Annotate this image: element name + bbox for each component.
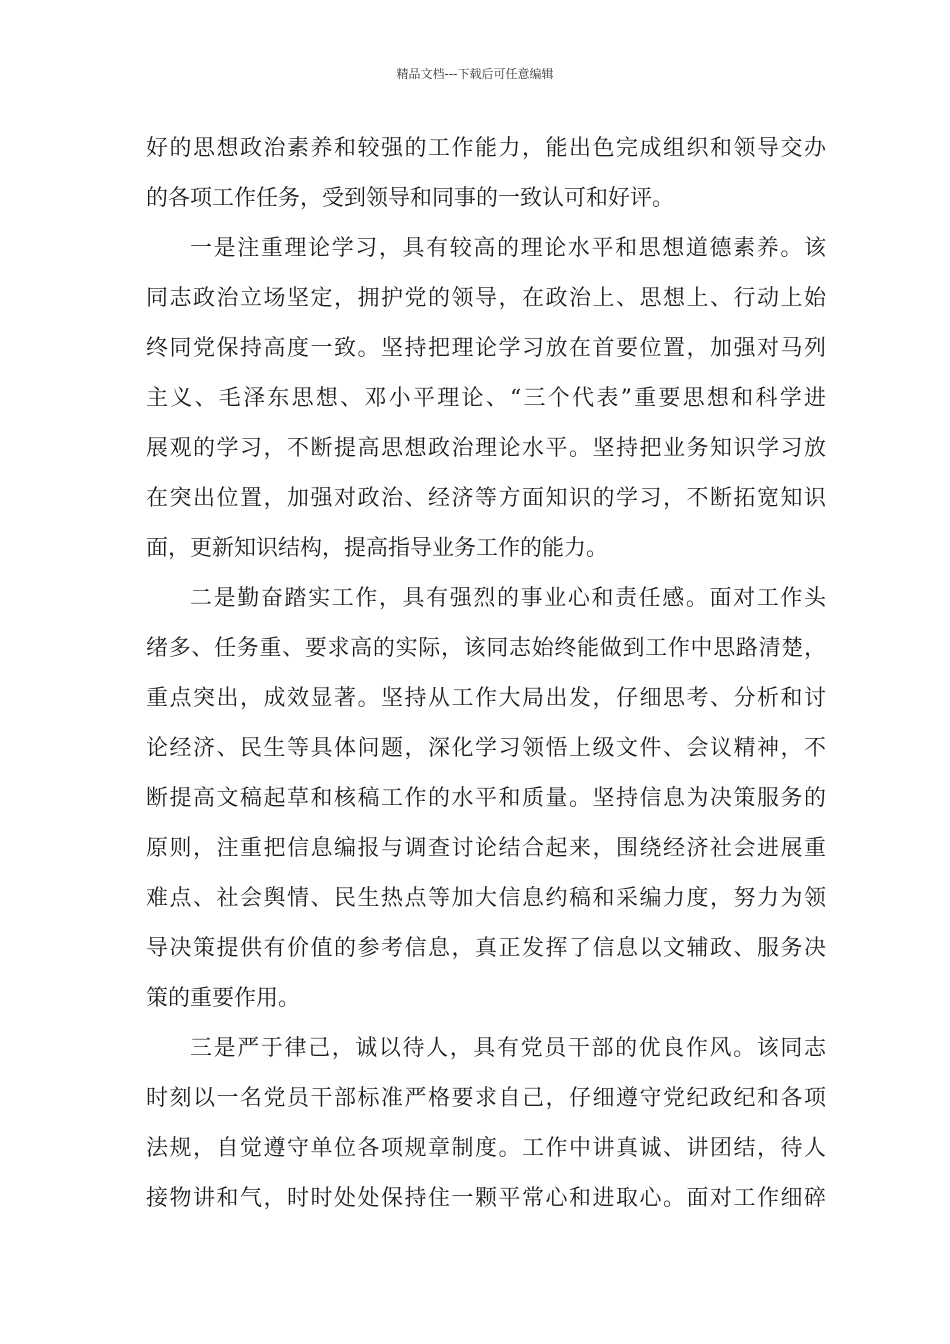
page-header: 精品文档---下载后可任意编辑 [396, 67, 554, 81]
text-line: 导决策提供有价值的参考信息，真正发挥了信息以文辅政、服务决 [146, 936, 826, 961]
text-line: 策的重要作用。 [146, 986, 301, 1011]
text-line: 展观的学习，不断提高思想政治理论水平。坚持把业务知识学习放 [146, 436, 826, 461]
text-line: 一是注重理论学习，具有较高的理论水平和思想道德素养。该 [190, 236, 826, 261]
text-line: 的各项工作任务，受到领导和同事的一致认可和好评。 [146, 186, 675, 211]
text-line: 同志政治立场坚定，拥护党的领导，在政治上、思想上、行动上始 [146, 286, 826, 311]
paragraph [146, 574, 826, 1024]
text-line: 论经济、民生等具体问题，深化学习领悟上级文件、会议精神，不 [146, 736, 826, 761]
text-line: 断提高文稿起草和核稿工作的水平和质量。坚持信息为决策服务的 [146, 786, 826, 811]
text-line: 主义、毛泽东思想、邓小平理论、“三个代表”重要思想和科学进 [146, 386, 826, 411]
text-line: 终同党保持高度一致。坚持把理论学习放在首要位置，加强对马列 [146, 336, 826, 361]
text-line: 时刻以一名党员干部标准严格要求自己，仔细遵守党纪政纪和各项 [146, 1086, 826, 1111]
document-body [146, 124, 826, 1224]
text-line: 难点、社会舆情、民生热点等加大信息约稿和采编力度，努力为领 [146, 886, 826, 911]
text-line: 三是严于律己，诚以待人，具有党员干部的优良作风。该同志 [190, 1036, 826, 1061]
paragraph [146, 224, 826, 574]
text-line: 接物讲和气，时时处处保持住一颗平常心和进取心。面对工作细碎 [146, 1186, 826, 1211]
text-line: 重点突出，成效显著。坚持从工作大局出发，仔细思考、分析和讨 [146, 686, 826, 711]
paragraph [146, 1024, 826, 1224]
paragraph [146, 124, 826, 224]
text-line: 原则，注重把信息编报与调查讨论结合起来，围绕经济社会进展重 [146, 836, 826, 861]
text-line: 面，更新知识结构，提高指导业务工作的能力。 [146, 536, 609, 561]
text-line: 二是勤奋踏实工作，具有强烈的事业心和责任感。面对工作头 [190, 586, 826, 611]
text-line: 法规，自觉遵守单位各项规章制度。工作中讲真诚、讲团结，待人 [146, 1136, 826, 1161]
text-line: 在突出位置，加强对政治、经济等方面知识的学习，不断拓宽知识 [146, 486, 826, 511]
text-line: 绪多、任务重、要求高的实际，该同志始终能做到工作中思路清楚， [146, 636, 826, 661]
text-line: 好的思想政治素养和较强的工作能力，能出色完成组织和领导交办 [146, 136, 826, 161]
